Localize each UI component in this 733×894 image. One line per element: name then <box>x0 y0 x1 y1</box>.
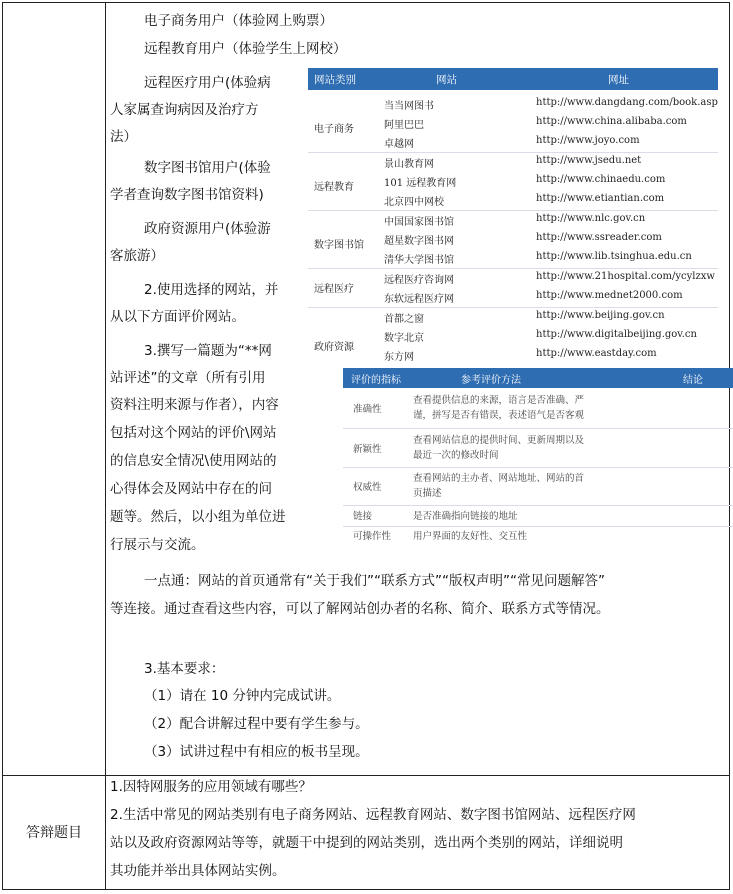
header-method: 参考评价方法 <box>461 375 521 386</box>
text-line: 远程医疗用户(体验病 <box>144 75 271 91</box>
site-name: 卓越网 <box>384 139 414 150</box>
method: 查看网站的主办者、网站地址、网站的首 <box>413 473 585 484</box>
site-url: http://www.mednet2000.com <box>536 290 683 301</box>
column-divider <box>105 3 106 889</box>
qa-label: 答辩题目 <box>26 825 82 841</box>
method: 查看提供信息的来源，语言是否准确、严 <box>413 395 585 406</box>
site-url: http://www.beijing.gov.cn <box>536 310 665 321</box>
qa-line: 其功能并举出具体网站实例。 <box>110 863 286 879</box>
method: 查看网站信息的提供时间、更新周期以及 <box>413 435 585 446</box>
method: 用户界面的友好性、交互性 <box>413 531 528 542</box>
requirement-item: （2）配合讲解过程中要有学生参与。 <box>144 716 369 732</box>
text-line: 站评述”的文章（所有引用 <box>110 370 266 386</box>
text-line: 从以下方面评价网站。 <box>110 309 245 325</box>
tip-line: 等连接。通过查看这些内容，可以了解网站创办者的名称、简介、联系方式等情况。 <box>110 601 610 617</box>
requirement-item: （3）试讲过程中有相应的板书呈现。 <box>144 744 369 760</box>
criterion: 准确性 <box>353 404 382 415</box>
site-name: 中国国家图书馆 <box>384 217 454 228</box>
row-separator <box>343 428 733 429</box>
row-separator <box>308 307 718 308</box>
criterion: 可操作性 <box>353 531 392 542</box>
text-line: 学者查询数字图书馆资料) <box>110 187 264 203</box>
qa-line: 1.因特网服务的应用领域有哪些？ <box>110 779 312 795</box>
category-government: 政府资源 <box>314 342 354 353</box>
site-name: 远程医疗咨询网 <box>384 275 454 286</box>
site-name: 东方网 <box>384 352 414 363</box>
site-url: http://www.joyo.com <box>536 135 640 146</box>
text-line: 数字图书馆用户(体验 <box>144 160 271 176</box>
site-url: http://www.digitalbeijing.gov.cn <box>536 329 697 340</box>
text-line: 法） <box>110 129 137 145</box>
text-line: 资料注明来源与作者），内容 <box>110 397 279 413</box>
site-url: http://www.eastday.com <box>536 348 657 359</box>
site-name: 景山教育网 <box>384 159 434 170</box>
site-url: http://www.chinaedu.com <box>536 174 666 185</box>
row-separator <box>308 210 718 211</box>
text-line: 2.使用选择的网站，并 <box>144 282 279 298</box>
header-criterion: 评价的指标 <box>351 375 401 386</box>
text-line: 题等。然后，以小组为单位进 <box>110 509 286 525</box>
requirements-title: 3.基本要求： <box>144 661 225 677</box>
qa-line: 2.生活中常见的网站类别有电子商务网站、远程教育网站、数字图书馆网站、远程医疗网 <box>110 807 636 823</box>
header-category: 网站类别 <box>314 74 356 86</box>
criterion: 链接 <box>353 511 373 522</box>
method: 最近一次的修改时间 <box>413 450 499 461</box>
qa-line: 站以及政府资源网站等等，就题干中提到的网站类别，选出两个类别的网站，详细说明 <box>110 835 623 851</box>
category-education: 远程教育 <box>314 182 354 193</box>
criterion: 权威性 <box>353 482 382 493</box>
text-line: 行展示与交流。 <box>110 537 205 553</box>
header-site: 网站 <box>436 74 457 86</box>
site-url: http://www.ssreader.com <box>536 232 662 243</box>
category-medical: 远程医疗 <box>314 284 354 295</box>
header-conclusion: 结论 <box>683 375 703 386</box>
row-separator <box>343 526 733 527</box>
site-name: 超星数字图书网 <box>384 236 454 247</box>
row-separator <box>343 467 733 468</box>
site-name: 清华大学图书馆 <box>384 255 454 266</box>
website-table <box>308 68 718 364</box>
category-ecommerce: 电子商务 <box>314 124 354 135</box>
text-line: 远程教育用户（体验学生上网校） <box>144 41 347 57</box>
site-name: 数字北京 <box>384 333 424 344</box>
site-url: http://www.china.alibaba.com <box>536 116 687 127</box>
criterion: 新颖性 <box>353 444 382 455</box>
tip-line: 一点通：网站的首页通常有“关于我们”“联系方式”“版权声明”“常见问题解答” <box>144 573 605 589</box>
row-separator <box>343 505 733 506</box>
evaluation-table-header <box>343 368 733 388</box>
site-name: 东软远程医疗网 <box>384 294 454 305</box>
site-url: http://www.21hospital.com/ycylzxw <box>536 271 715 282</box>
site-url: http://www.nlc.gov.cn <box>536 213 646 224</box>
text-line: 政府资源用户(体验游 <box>144 221 271 237</box>
text-line: 包括对这个网站的评价\网站 <box>110 425 277 441</box>
site-url: http://www.dangdang.com/book.asp <box>536 97 718 108</box>
category-library: 数字图书馆 <box>314 240 364 251</box>
text-line: 心得体会及网站中存在的问 <box>110 481 272 497</box>
method: 谨，拼写是否有错误，表述语气是否客观 <box>413 410 585 421</box>
text-line: 电子商务用户（体验网上购票） <box>144 13 333 29</box>
text-line: 的信息安全情况\使用网站的 <box>110 453 277 469</box>
website-table-header <box>308 68 718 90</box>
site-name: 阿里巴巴 <box>384 120 424 131</box>
evaluation-table <box>343 368 733 546</box>
site-name: 首都之窗 <box>384 314 424 325</box>
text-line: 3.撰写一篇题为“**网 <box>144 343 272 359</box>
row-separator <box>308 152 718 153</box>
row-separator <box>308 268 718 269</box>
site-name: 当当网图书 <box>384 101 434 112</box>
method: 是否准确指向链接的地址 <box>413 511 518 522</box>
method: 页描述 <box>413 488 442 499</box>
text-line: 人家属查询病因及治疗方 <box>110 102 259 118</box>
site-url: http://www.etiantian.com <box>536 193 665 204</box>
text-line: 客旅游） <box>110 248 164 264</box>
site-name: 北京四中网校 <box>384 197 444 208</box>
requirement-item: （1）请在 10 分钟内完成试讲。 <box>144 688 341 704</box>
site-url: http://www.jsedu.net <box>536 155 642 166</box>
site-url: http://www.lib.tsinghua.edu.cn <box>536 251 692 262</box>
site-name: 101 远程教育网 <box>384 178 457 189</box>
header-url: 网址 <box>608 74 629 86</box>
